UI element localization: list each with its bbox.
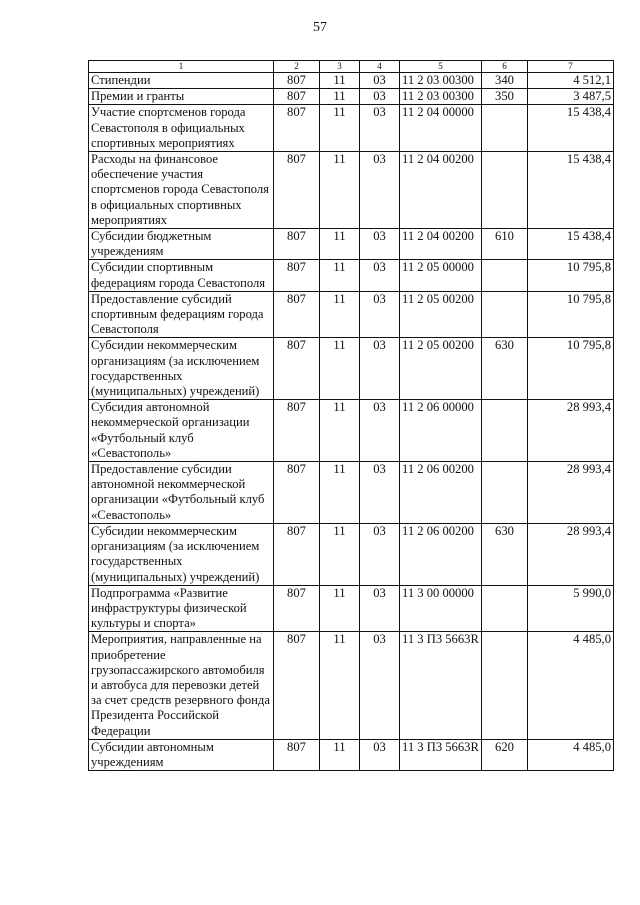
expense-type-code: [482, 152, 528, 229]
section-code: 11: [320, 73, 360, 89]
target-article-code: 11 2 05 00200: [400, 291, 482, 338]
section-code: 11: [320, 338, 360, 400]
expense-type-code: 610: [482, 229, 528, 260]
expense-type-code: 340: [482, 73, 528, 89]
gr-code: 807: [274, 400, 320, 462]
expense-type-code: [482, 632, 528, 739]
gr-code: 807: [274, 152, 320, 229]
expense-type-code: [482, 400, 528, 462]
subsection-code: 03: [360, 73, 400, 89]
column-number-header: 7: [528, 61, 614, 73]
subsection-code: 03: [360, 152, 400, 229]
expense-type-code: [482, 585, 528, 632]
target-article-code: 11 3 П3 5663R: [400, 739, 482, 770]
section-code: 11: [320, 89, 360, 105]
table-row: [89, 152, 614, 229]
subsection-code: 03: [360, 523, 400, 585]
target-article-code: 11 2 05 00200: [400, 338, 482, 400]
gr-code: 807: [274, 73, 320, 89]
expense-type-code: [482, 291, 528, 338]
expense-name: Подпрограмма «Развитие инфраструктуры физической культуры и спорта»: [89, 585, 274, 632]
expense-type-code: 350: [482, 89, 528, 105]
table-row: [89, 89, 614, 105]
target-article-code: 11 2 03 00300: [400, 89, 482, 105]
expense-name: Субсидии бюджетным учреждениям: [89, 229, 274, 260]
section-code: 11: [320, 739, 360, 770]
amount: 28 993,4: [528, 400, 614, 462]
expense-type-code: [482, 462, 528, 524]
expense-name: Субсидии некоммерческим организациям (за исключением государственных (муниципальных) учреждений): [89, 338, 274, 400]
expense-type-code: [482, 105, 528, 152]
expense-name: Стипендии: [89, 73, 274, 89]
amount: 15 438,4: [528, 105, 614, 152]
target-article-code: 11 2 04 00200: [400, 229, 482, 260]
gr-code: 807: [274, 260, 320, 291]
table-row: [89, 739, 614, 770]
column-number-header: 2: [274, 61, 320, 73]
gr-code: 807: [274, 229, 320, 260]
expense-name: Субсидии некоммерческим организациям (за исключением государственных (муниципальных) учреждений): [89, 523, 274, 585]
table-row: [89, 338, 614, 400]
column-number-header: 4: [360, 61, 400, 73]
subsection-code: 03: [360, 338, 400, 400]
column-number-row: [89, 61, 614, 73]
target-article-code: 11 2 04 00000: [400, 105, 482, 152]
table-row: [89, 73, 614, 89]
amount: 28 993,4: [528, 462, 614, 524]
gr-code: 807: [274, 105, 320, 152]
subsection-code: 03: [360, 632, 400, 739]
section-code: 11: [320, 632, 360, 739]
column-number-header: 1: [89, 61, 274, 73]
subsection-code: 03: [360, 400, 400, 462]
gr-code: 807: [274, 338, 320, 400]
section-code: 11: [320, 585, 360, 632]
expense-name: Субсидии спортивным федерациям города Севастополя: [89, 260, 274, 291]
expense-name: Предоставление субсидий спортивным федерациям города Севастополя: [89, 291, 274, 338]
table-row: [89, 523, 614, 585]
amount: 10 795,8: [528, 338, 614, 400]
amount: 15 438,4: [528, 152, 614, 229]
subsection-code: 03: [360, 260, 400, 291]
column-number-header: 3: [320, 61, 360, 73]
amount: 15 438,4: [528, 229, 614, 260]
gr-code: 807: [274, 632, 320, 739]
target-article-code: 11 2 06 00200: [400, 523, 482, 585]
section-code: 11: [320, 229, 360, 260]
section-code: 11: [320, 152, 360, 229]
gr-code: 807: [274, 291, 320, 338]
table-row: [89, 585, 614, 632]
column-number-header: 6: [482, 61, 528, 73]
expense-type-code: [482, 260, 528, 291]
expense-name: Предоставление субсидии автономной некоммерческой организации «Футбольный клуб «Севастополь»: [89, 462, 274, 524]
gr-code: 807: [274, 89, 320, 105]
target-article-code: 11 3 00 00000: [400, 585, 482, 632]
gr-code: 807: [274, 462, 320, 524]
amount: 28 993,4: [528, 523, 614, 585]
amount: 10 795,8: [528, 291, 614, 338]
expense-type-code: 620: [482, 739, 528, 770]
table-row: [89, 260, 614, 291]
amount: 4 512,1: [528, 73, 614, 89]
section-code: 11: [320, 260, 360, 291]
target-article-code: 11 2 03 00300: [400, 73, 482, 89]
budget-table: [88, 60, 614, 771]
subsection-code: 03: [360, 585, 400, 632]
page-number: 57: [313, 20, 327, 35]
gr-code: 807: [274, 739, 320, 770]
table-row: [89, 229, 614, 260]
subsection-code: 03: [360, 89, 400, 105]
expense-type-code: 630: [482, 523, 528, 585]
subsection-code: 03: [360, 291, 400, 338]
section-code: 11: [320, 462, 360, 524]
gr-code: 807: [274, 585, 320, 632]
section-code: 11: [320, 523, 360, 585]
target-article-code: 11 2 06 00000: [400, 400, 482, 462]
expense-name: Премии и гранты: [89, 89, 274, 105]
expense-name: Субсидия автономной некоммерческой организации «Футбольный клуб «Севастополь»: [89, 400, 274, 462]
subsection-code: 03: [360, 105, 400, 152]
amount: 4 485,0: [528, 632, 614, 739]
amount: 10 795,8: [528, 260, 614, 291]
subsection-code: 03: [360, 739, 400, 770]
expense-type-code: 630: [482, 338, 528, 400]
amount: 3 487,5: [528, 89, 614, 105]
expense-name: Субсидии автономным учреждениям: [89, 739, 274, 770]
target-article-code: 11 2 06 00200: [400, 462, 482, 524]
expense-name: Мероприятия, направленные на приобретение грузопассажирского автомобиля и автобуса для перевозки детей за счет средств резервного фонда Президента Российской Федерации: [89, 632, 274, 739]
amount: 5 990,0: [528, 585, 614, 632]
target-article-code: 11 3 П3 5663R: [400, 632, 482, 739]
expense-name: Расходы на финансовое обеспечение участия спортсменов города Севастополя в официальных спортивных мероприятиях: [89, 152, 274, 229]
table-row: [89, 291, 614, 338]
section-code: 11: [320, 105, 360, 152]
gr-code: 807: [274, 523, 320, 585]
expense-name: Участие спортсменов города Севастополя в официальных спортивных мероприятиях: [89, 105, 274, 152]
target-article-code: 11 2 04 00200: [400, 152, 482, 229]
table-row: [89, 462, 614, 524]
table-row: [89, 632, 614, 739]
subsection-code: 03: [360, 229, 400, 260]
section-code: 11: [320, 400, 360, 462]
table-row: [89, 400, 614, 462]
section-code: 11: [320, 291, 360, 338]
column-number-header: 5: [400, 61, 482, 73]
table-row: [89, 105, 614, 152]
subsection-code: 03: [360, 462, 400, 524]
target-article-code: 11 2 05 00000: [400, 260, 482, 291]
amount: 4 485,0: [528, 739, 614, 770]
